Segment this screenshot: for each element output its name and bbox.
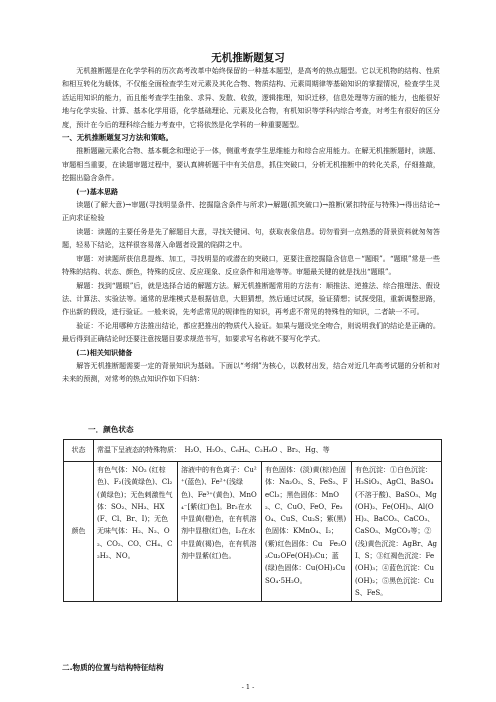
page-title: 无机推断题复习	[211, 52, 285, 64]
table-row	[64, 462, 442, 602]
sub2-paragraph: 解答无机推断题需要一定的背景知识为基础。下面以“考纲”为核心，以教材出发，结合对近几年高考试题的分析和对未来的预测，对常考的热点知识作如下归纳：	[62, 360, 440, 384]
table-cell-solids: 有色固体：(淡)黄(棕)色固体：Na₂O₂、S、FeS₂、FeCl₃；黑色固体：MnO₂、C、CuO、FeO、Fe₃O₄、CuS、Cu₂S；紫(黑)色固体：KMnO₄、I₂；(紫)红色固体：Cu Fe₂O₃Cu₂OFe(OH)₃Cu；蓝(绿)色固体：Cu(OH)₂CuSO₄·5H₂O。	[262, 462, 352, 602]
verify-paragraph: 验证：不论用哪种方法推出结论，都应把推出的物质代入验证。如果与题设完全吻合，则说明我们的结论是正确的。最后得到正确结论时还要注意按题目要求规范书写，如要求写名称就不要写化学式。	[62, 320, 440, 344]
table-row	[64, 440, 442, 462]
body-text	[62, 64, 440, 386]
table-cell-ions: 溶液中的有色离子：Cu²⁺(蓝色)、Fe²⁺(浅绿色)、Fe³⁺(黄色)、MnO₄⁻[紫(红)色]。Br₂在水中显黄(橙)色，在有机溶剂中显橙(红)色，I₂在水中显黄(褐)色，在有机溶剂中显紫(红)色。	[178, 462, 262, 602]
page-number: - 1 -	[241, 683, 255, 691]
sub1-line: 读题(了解大意)→审题(寻找明显条件、挖掘隐含条件与所求)→解题(抓突破口)→推断(紧扣特征与特殊)→得出结论→正向求证检验	[62, 200, 440, 223]
section2-label: 二.物质的位置与结构特征结构	[62, 663, 164, 672]
table-cell-gases: 有色气体：NO₂ (红棕色)、F₂(浅黄绿色)、Cl₂(黄绿色)；无色刺激性气体：SO₂、NH₃、HX(F、Cl、Br、I)；无色无味气体：H₂、N₂、O₂、CO₂、CO、CH₄、C₂H₂、NO。	[94, 462, 178, 602]
sub1-heading: (一)基本思路	[76, 186, 119, 196]
row-head-color: 颜色	[64, 462, 94, 602]
read-paragraph: 读题：读题的主要任务是先了解题目大意，寻找关键词、句，获取表象信息。切勿看到一点熟悉的背景资料就匆匆答题，轻易下结论，这样很容易落入命题者设置的陷阱之中。	[62, 226, 440, 250]
table-cell-precipitates: 有色沉淀：①白色沉淀：H₂SiO₃、AgCl、BaSO₄(不溶于酸)、BaSO₃、Mg(OH)₂、Fe(OH)₂、Al(OH)₃、BaCO₃、CaCO₃、CaSO₃、MgCO₃等；②(浅)黄色沉淀：AgBr、AgI、S；③红褐色沉淀：Fe(OH)₃；④蓝色沉淀：Cu(OH)₂；⑤黑色沉淀：CuS、FeS。	[352, 462, 442, 602]
review-paragraph: 审题：对读题所获信息提炼、加工，寻找明显的或潜在的突破口，更要注意挖掘隐含信息－“题眼”。“题眼”常是一些特殊的结构、状态、颜色，特殊的反应、反应现象、反应条件和用途等等。审题最关键的就是找出“题眼”。	[62, 253, 440, 277]
table-section-label: 一．颜色状态	[88, 425, 134, 434]
color-state-table	[63, 439, 442, 602]
section1-paragraph: 推断题融元素化合物、基本概念和理论于一体，侧重考查学生思维能力和综合应用能力。在解无机推断题时，读题、审题相当重要，在读题审题过程中，要认真辨析题干中有关信息，抓住突破口，分析无机推断中的转化关系，仔细推敲，挖掘出隐含条件。	[62, 146, 440, 183]
solve-paragraph: 解题：找到“题眼”后，就是选择合适的解题方法。解无机推断题常用的方法有：顺推法、逆推法、综合推理法、假设法、计算法、实验法等。通常的思维模式是根据信息，大胆猜想，然后通过试探，验证猜想；试探受阻，重新调整思路，作出新的假设，进行验证。一般来说，先考虑常见的规律性的知识，再考虑不常见的特殊性的知识，二者缺一不可。	[62, 280, 440, 317]
sub2-heading: (二)相关知识储备	[76, 347, 133, 357]
state-content: 常温下呈液态的特殊物质： H₂O、H₂O₂、C₆H₆、C₂H₆O 、Br₂、Hg、等	[94, 440, 442, 462]
section1-heading: 一、无机推断题复习方法和策略。	[62, 133, 173, 143]
intro-paragraph: 无机推断题是在化学学科的历次高考改革中始终保留的一种基本题型，是高考的热点题型。它以无机物的结构、性质和相互转化为载体，不仅能全面检查学生对元素及其化合物、物质结构、元素周期律等基础知识的掌握情况，检查学生灵活运用知识的能力，而且能考查学生抽象、求异、发散、收敛，逻辑推理，知识迁移，信息处理等方面的能力，也能很好地与化学实验、计算、基本化学用语，化学基础理论、元素及化合物，有机知识等学科内综合考查，对考生有很好的区分度，预计在今后的理科综合能力考查中，它将依然是化学科的一种重要题型。	[62, 66, 440, 129]
row-head-state: 状态	[64, 440, 94, 462]
